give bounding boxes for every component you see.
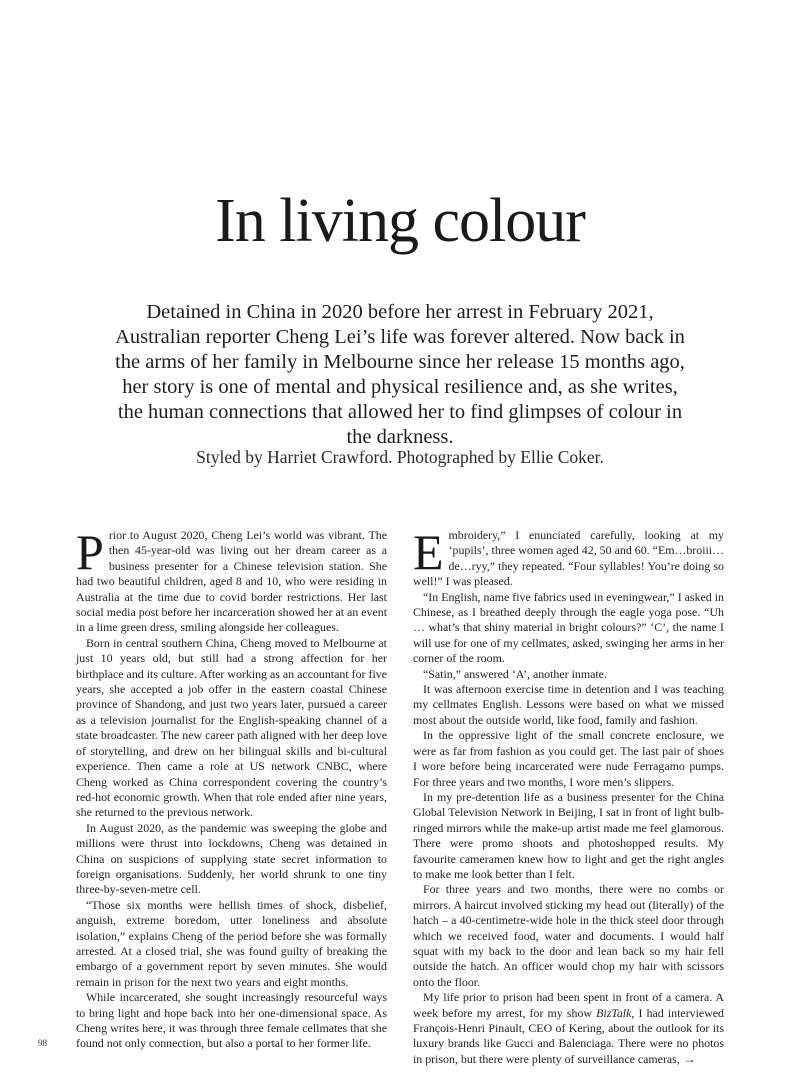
opening-paragraph-text: rior to August 2020, Cheng Lei’s world was vibrant. The then 45-year-old was living out her dream career as a business presenter for a Chinese television station. She had two beautiful children, aged 8 and 10, who were residing in Australia at the time due to covid border restrictions. Her last social media post before her incarceration showed her at an event in a lime green dress, smiling alongside her colleagues.	[76, 528, 388, 635]
continue-arrow-icon: →	[683, 1051, 696, 1066]
section-opening-paragraph	[413, 524, 724, 590]
body-paragraph: It was afternoon exercise time in detention and I was teaching my cellmates English. Lessons were based on what we missed most about the outside world, like food, family and fashion.	[413, 682, 724, 727]
drop-cap: E	[413, 524, 444, 580]
body-paragraph: In August 2020, as the pandemic was sweeping the globe and millions were thrust into lockdowns, Cheng was detained in China on suspicions of supplying state secret information to foreign organisations. Suddenly, her world shrunk to one tiny three-by-seven-metre cell.	[76, 820, 387, 897]
body-paragraph: “In English, name five fabrics used in eveningwear,” I asked in Chinese, as I breathed deeply through the eagle yoga pose. “Uh … what’s that shiny material in bright colours?” ‘C’, the name I will use for one of my cellmates, asked, swinging her arms in her corner of the room.	[413, 589, 724, 666]
body-paragraph: For three years and two months, there were no combs or mirrors. A haircut involved sticking my head out (literally) of the hatch – a 40-centimetre-wide hole in the thick steel door through which we received food, water and documents. I would half squat with my back to the door and lean back so my hair fell outside the hatch. An officer would chop my hair with scissors onto the floor.	[413, 882, 724, 989]
body-paragraph: “Those six months were hellish times of shock, disbelief, anguish, extreme boredom, utter loneliness and absolute isolation,” explains Cheng of the period before she was formally arrested. At a closed trial, she was found guilty of breaking the embargo of a government report by seven minutes. She would remain in prison for the next two years and eight months.	[76, 897, 387, 989]
body-paragraph: “Satin,” answered ‘A’, another inmate.	[423, 666, 607, 681]
body-paragraph: Born in central southern China, Cheng moved to Melbourne at just 10 years old, but still had a strong affection for her birthplace and its culture. After working as an accountant for five years, she accepted a job offer in the eastern coastal Chinese province of Shandong, and just two years later, pursued a career as a television journalist for the English-speaking channel of a state broadcaster. The new career path aligned with her deep love of storytelling, and drew on her bilingual skills and bi-cultural experience. Then came a role at US network CNBC, where Cheng worked as China correspondent covering the country’s red-hot economic growth. When that role ended after nine years, she returned to the previous network.	[76, 635, 387, 820]
body-paragraph: In my pre-detention life as a business presenter for the China Global Television Network in Beijing, I sat in front of light bulb-ringed mirrors while the make-up artist made me feel glamorous. There were promo shoots and photoshopped results. My favourite cameramen knew how to light and get the right angles to make me look better than I felt.	[413, 789, 724, 881]
drop-cap: P	[76, 524, 104, 580]
body-column-right	[413, 524, 724, 1067]
body-paragraph: While incarcerated, she sought increasingly resourceful ways to bring light and hope back into her one-dimensional space. As Cheng writes here, it was through three female cellmates that she found not only connection, but also a portal to her former life.	[76, 990, 387, 1051]
opening-paragraph	[76, 524, 388, 636]
show-name: BizTalk	[596, 1005, 632, 1020]
body-paragraph: In the oppressive light of the small concrete enclosure, we were as far from fashion as you could get. The last pair of shoes I wore before being incarcerated were nude Ferragamo pumps. For three years and two months, I wore men’s slippers.	[413, 728, 724, 789]
body-column-left	[76, 524, 388, 1052]
section-opening-text: mbroidery,” I enunciated carefully, looking at my ‘pupils’, three women aged 42, 50 and 60. “Em…broiii…de…ryy,” they repeated. “Four syllables! You’re doing so well!” I was pleased.	[413, 528, 724, 589]
page-number: 98	[38, 1038, 47, 1048]
article-standfirst: Detained in China in 2020 before her arrest in February 2021, Australian reporter Cheng Lei’s life was forever altered. Now back in the arms of her family in Melbourne since her release 15 months ago, her story is one of mental and physical resilience and, as she writes, the human connections that allowed her to find glimpses of colour in the darkness.	[115, 301, 685, 448]
body-paragraph-last	[413, 990, 724, 1067]
last-paragraph-text-a: My life prior to prison had been spent in front of a camera. A week before my arrest, for my show	[413, 990, 724, 1020]
article-title: In living colour	[215, 187, 585, 255]
last-paragraph-text-b: , I had interviewed François-Henri Pinault, CEO of Kering, about the outlook for its luxury brands like Gucci and Balenciaga. There were no photos in prison, but there were plenty of surveillance cameras,	[413, 1005, 724, 1066]
article-credits: Styled by Harriet Crawford. Photographed by Ellie Coker.	[196, 447, 604, 467]
